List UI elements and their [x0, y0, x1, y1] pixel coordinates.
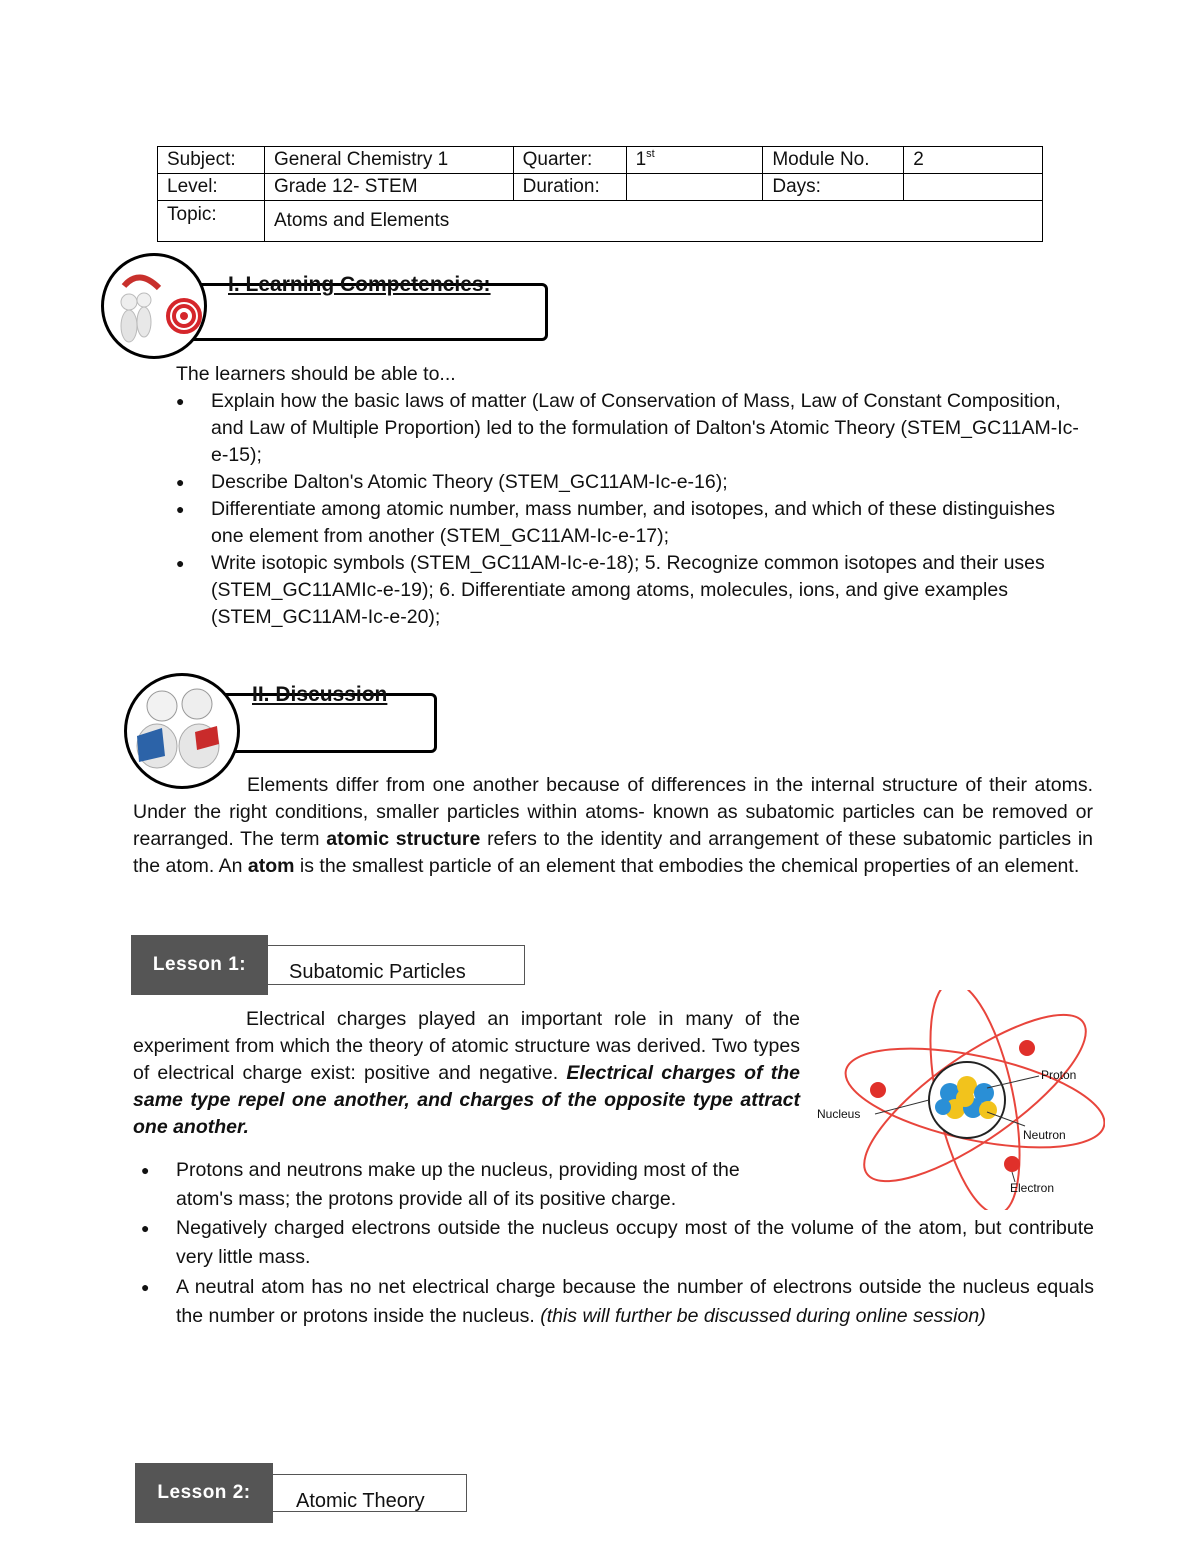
label-neutron: Neutron: [1023, 1128, 1066, 1142]
bullet-icon: ●: [141, 1162, 150, 1178]
module-label: Module No.: [763, 147, 904, 174]
list-item: [176, 496, 1091, 550]
term-atomic-structure: atomic structure: [326, 828, 481, 850]
competency-text: Explain how the basic laws of matter (Law of Conservation of Mass, Law of Constant Composition, and Law of Multiple Proportion) led to the formulation of Dalton's Atomic Theory (STEM_GC11AM-Ic-e-15);: [211, 390, 1079, 466]
section2-title: II. Discussion: [252, 683, 388, 706]
bullet-icon: ●: [176, 474, 185, 490]
bullet-text: Protons and neutrons make up the nucleus, providing most of the atom's mass; the protons provide all of its positive charge.: [176, 1159, 740, 1210]
lesson1-emphasis: Electrical charges of the same type repel one another, and charges of the opposite type attract one another.: [133, 1062, 801, 1138]
bullet-icon: ●: [176, 555, 185, 571]
subject-value: General Chemistry 1: [264, 147, 513, 174]
quarter-number: 1: [635, 149, 647, 170]
section1-intro: The learners should be able to...: [176, 363, 456, 385]
lesson2-tag: Lesson 2:: [135, 1463, 273, 1523]
term-atom: atom: [247, 855, 295, 877]
bullet-text: A neutral atom has no net electrical charge because the number of electrons outside the nucleus equals the number or protons inside the nucleus.: [176, 1276, 1094, 1327]
target-icon: [101, 253, 207, 359]
list-item: [141, 1273, 1094, 1331]
list-item: [141, 1156, 801, 1214]
section1-title: I. Learning Competencies:: [228, 273, 491, 296]
label-nucleus: Nucleus: [817, 1107, 861, 1121]
label-proton: Proton: [1041, 1068, 1077, 1082]
competency-text: Write isotopic symbols (STEM_GC11AM-Ic-e-18); 5. Recognize common isotopes and their uses (STEM_GC11AMIc-e-19); 6. Differentiate among atoms, molecules, ions, and give examples (STEM_GC11AM-Ic-e-20);: [211, 552, 1045, 628]
quarter-value: [626, 147, 763, 174]
lesson2-title: Atomic Theory: [296, 1490, 425, 1512]
list-item: [141, 1214, 1094, 1272]
duration-label: Duration:: [513, 174, 626, 201]
lesson1-tag: Lesson 1:: [131, 935, 268, 995]
level-value: Grade 12- STEM: [264, 174, 513, 201]
duration-value: [626, 174, 763, 201]
topic-value: Atoms and Elements: [264, 201, 1042, 242]
quarter-label: Quarter:: [513, 147, 626, 174]
lesson1-paragraph: [133, 1006, 800, 1141]
competency-text: Describe Dalton's Atomic Theory (STEM_GC11AM-Ic-e-16);: [211, 471, 728, 493]
header-table: [157, 146, 1043, 242]
discussion-text: is the smallest particle of an element that embodies the chemical properties of an element.: [294, 855, 1080, 877]
topic-label: Topic:: [158, 201, 265, 242]
bullet-note: (this will further be discussed during online session): [540, 1305, 986, 1327]
discussion-text: Elements differ from one another because of differences in the internal structure of their atoms. Under the right conditions, smaller particles within atoms- known as subatomic particles can be removed or rearranged. The term: [133, 774, 1093, 850]
days-label: Days:: [763, 174, 904, 201]
days-value: [904, 174, 1043, 201]
lesson2-title-box: [269, 1474, 467, 1512]
module-value: 2: [904, 147, 1043, 174]
label-electron: Electron: [1010, 1181, 1055, 1195]
discussion-paragraph: [133, 772, 1093, 880]
bullet-icon: ●: [141, 1220, 150, 1236]
quarter-suffix: st: [646, 148, 655, 160]
lesson1-text: Electrical charges played an important role in many of the experiment from which the theory of atomic structure was derived. Two types of electrical charge exist: positive and negative.: [133, 1008, 800, 1084]
bullet-icon: ●: [176, 501, 185, 517]
lesson1-title: Subatomic Particles: [289, 961, 466, 983]
lesson1-bullets: [141, 1156, 1094, 1331]
list-item: [176, 550, 1091, 631]
subject-label: Subject:: [158, 147, 265, 174]
bullet-icon: ●: [141, 1279, 150, 1295]
bullet-text: Negatively charged electrons outside the nucleus occupy most of the volume of the atom, but contribute very little mass.: [176, 1217, 1094, 1268]
competency-list: [176, 388, 1091, 631]
level-label: Level:: [158, 174, 265, 201]
discussion-text: refers to the identity and arrangement of these subatomic particles in the atom. An: [133, 828, 1093, 877]
lesson1-title-box: [262, 945, 525, 985]
competency-text: Differentiate among atomic number, mass number, and isotopes, and which of these distinguishes one element from another (STEM_GC11AM-Ic-e-17);: [211, 498, 1056, 547]
bullet-icon: ●: [176, 393, 185, 409]
list-item: [176, 469, 1091, 496]
list-item: [176, 388, 1091, 469]
